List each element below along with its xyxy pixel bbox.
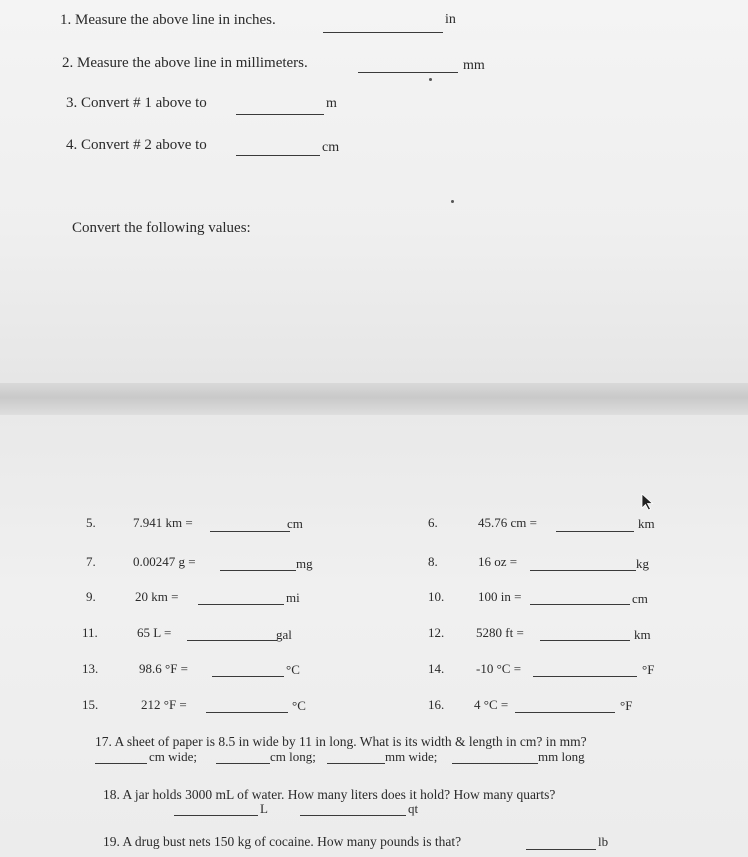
answer-line[interactable] (198, 604, 284, 605)
q19-pounds-label: lb (598, 834, 609, 849)
target-unit: °F (642, 662, 655, 677)
question-1-unit: in (445, 12, 456, 27)
target-unit: mg (296, 556, 313, 571)
conversion-expression: 98.6 °F = (139, 661, 189, 676)
item-number: 14. (428, 661, 445, 676)
q18-quarts-label: qt (408, 801, 419, 816)
answer-line[interactable] (533, 676, 637, 677)
q19-pounds-line[interactable] (526, 849, 596, 850)
answer-line[interactable] (530, 570, 636, 571)
conversion-expression: 100 in = (478, 589, 522, 604)
q18-quarts-line[interactable] (300, 815, 406, 816)
page-fold (0, 383, 748, 415)
question-19-text: 19. A drug bust nets 150 kg of cocaine. How many pounds is that? (103, 834, 462, 849)
conversion-expression: 7.941 km = (133, 515, 193, 530)
answer-line[interactable] (210, 531, 290, 532)
question-4-answer-line[interactable] (236, 155, 320, 156)
q18-liters-line[interactable] (174, 815, 258, 816)
question-3-answer-line[interactable] (236, 114, 324, 115)
mouse-cursor-icon (640, 493, 654, 511)
conversion-expression: 5280 ft = (476, 625, 524, 640)
target-unit: km (634, 627, 651, 642)
item-number: 7. (86, 554, 96, 569)
q17-width-mm-line[interactable] (327, 763, 385, 764)
question-4-unit: cm (322, 140, 340, 155)
paper-speck (429, 78, 432, 81)
target-unit: °F (620, 698, 633, 713)
item-number: 8. (428, 554, 438, 569)
q17-width-cm-label: cm wide; (149, 749, 198, 764)
conversion-expression: 4 °C = (474, 697, 509, 712)
question-1-answer-line[interactable] (323, 32, 443, 33)
target-unit: kg (636, 556, 649, 571)
item-number: 9. (86, 589, 96, 604)
conversion-expression: 16 oz = (478, 554, 518, 569)
question-1-text: 1. Measure the above line in inches. (60, 12, 276, 28)
conversion-expression: 65 L = (137, 625, 172, 640)
question-4-text: 4. Convert # 2 above to (66, 137, 207, 153)
conversion-expression: 45.76 cm = (478, 515, 537, 530)
conversion-expression: 0.00247 g = (133, 554, 196, 569)
q18-liters-label: L (260, 801, 268, 816)
q17-width-mm-label: mm wide; (385, 749, 438, 764)
target-unit: km (638, 516, 655, 531)
item-number: 16. (428, 697, 445, 712)
target-unit: cm (632, 591, 648, 606)
conversion-expression: -10 °C = (476, 661, 522, 676)
answer-line[interactable] (220, 570, 296, 571)
question-2-text: 2. Measure the above line in millimeters. (62, 55, 308, 71)
q17-width-cm-line[interactable] (95, 763, 147, 764)
question-18-text: 18. A jar holds 3000 mL of water. How many liters does it hold? How many quarts? (103, 787, 556, 802)
section-heading: Convert the following values: (72, 220, 251, 236)
target-unit: cm (287, 516, 303, 531)
target-unit: °C (286, 662, 300, 677)
question-2-unit: mm (463, 58, 485, 73)
q17-length-mm-label: mm long (538, 749, 585, 764)
answer-line[interactable] (187, 640, 277, 641)
conversion-expression: 20 km = (135, 589, 179, 604)
answer-line[interactable] (530, 604, 630, 605)
item-number: 5. (86, 515, 96, 530)
target-unit: mi (286, 590, 300, 605)
conversion-expression: 212 °F = (141, 697, 187, 712)
q17-length-cm-line[interactable] (216, 763, 270, 764)
q17-length-mm-line[interactable] (452, 763, 538, 764)
item-number: 15. (82, 697, 99, 712)
target-unit: °C (292, 698, 306, 713)
item-number: 6. (428, 515, 438, 530)
answer-line[interactable] (515, 712, 615, 713)
item-number: 13. (82, 661, 99, 676)
question-2-answer-line[interactable] (358, 72, 458, 73)
paper-speck (451, 200, 454, 203)
answer-line[interactable] (556, 531, 634, 532)
question-3-text: 3. Convert # 1 above to (66, 95, 207, 111)
item-number: 12. (428, 625, 445, 640)
answer-line[interactable] (212, 676, 284, 677)
answer-line[interactable] (540, 640, 630, 641)
q17-length-cm-label: cm long; (270, 749, 316, 764)
item-number: 11. (82, 625, 98, 640)
question-17-text: 17. A sheet of paper is 8.5 in wide by 11 in long. What is its width & length in cm? in mm? (95, 734, 587, 749)
item-number: 10. (428, 589, 445, 604)
question-3-unit: m (326, 96, 337, 111)
answer-line[interactable] (206, 712, 288, 713)
target-unit: gal (276, 627, 292, 642)
